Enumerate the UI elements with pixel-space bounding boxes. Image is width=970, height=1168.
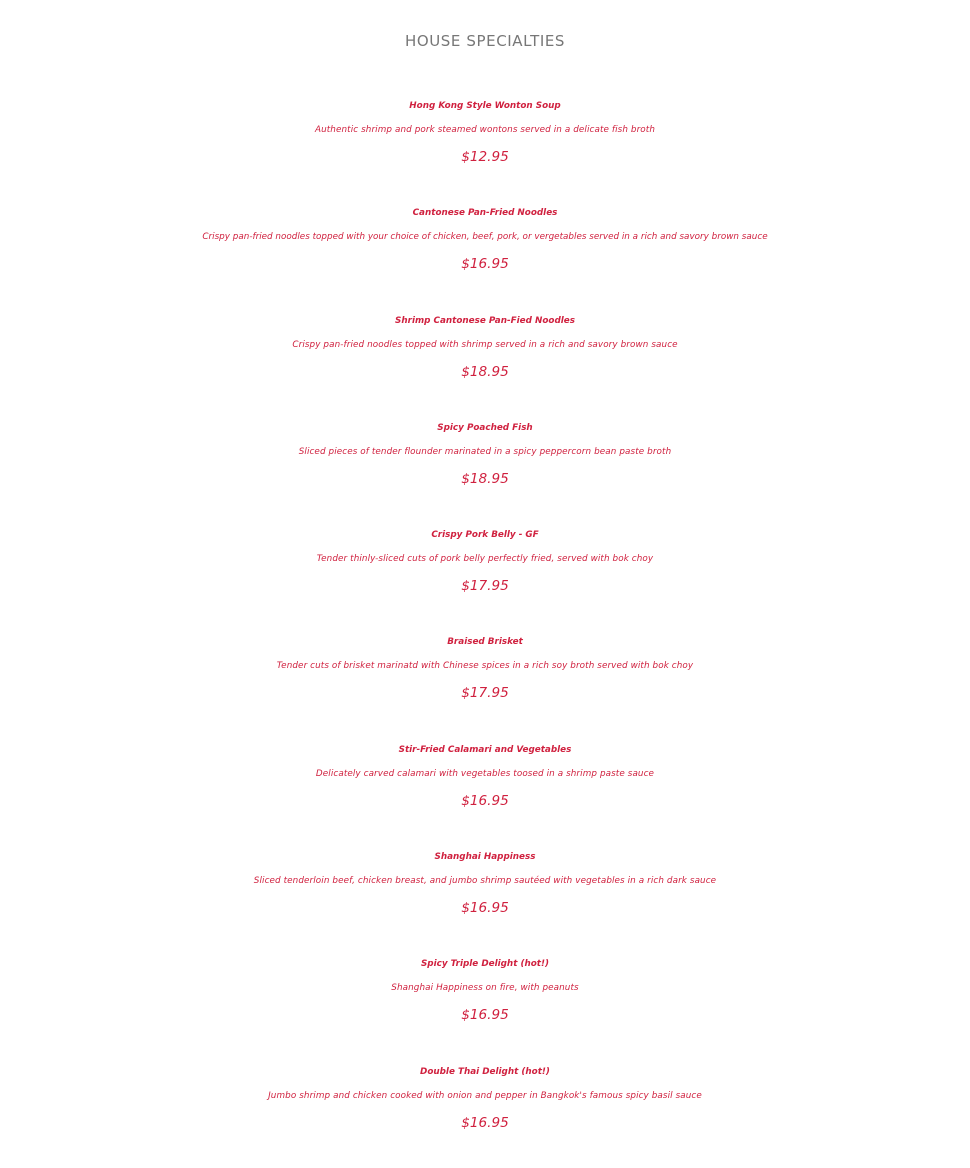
item-price: $16.95 bbox=[461, 792, 509, 809]
item-description: Tender thinly-sliced cuts of pork belly perfectly fried, served with bok choy bbox=[316, 554, 654, 565]
item-description: Authentic shrimp and pork steamed wontons served in a delicate fish broth bbox=[314, 125, 656, 135]
item-price: $16.95 bbox=[461, 256, 509, 273]
item-description: Delicately carved calamari with vegetables toosed in a shrimp paste sauce bbox=[315, 768, 655, 779]
item-name: Shrimp Cantonese Pan-Fied Noodles bbox=[395, 315, 575, 326]
item-price: $16.95 bbox=[461, 1114, 509, 1131]
item-price: $16.95 bbox=[461, 900, 509, 917]
menu-list bbox=[0, 95, 970, 1168]
item-price: $18.95 bbox=[461, 363, 509, 380]
item-name: Shanghai Happiness bbox=[434, 852, 536, 863]
item-description: Crispy pan-fried noodles topped with shrimp served in a rich and savory brown sauce bbox=[292, 339, 678, 350]
item-name: Spicy Triple Delight (hot!) bbox=[420, 959, 550, 970]
item-name: Hong Kong Style Wonton Soup bbox=[409, 101, 561, 111]
item-description: Jumbo shrimp and chicken cooked with onion and pepper in Bangkok's famous spicy basil sauce bbox=[268, 1090, 702, 1101]
menu-item-shrimp-noodles bbox=[0, 310, 970, 417]
item-price: $18.95 bbox=[461, 470, 509, 487]
menu-item-double-thai-delight bbox=[0, 1061, 970, 1168]
item-name: Braised Brisket bbox=[447, 637, 523, 648]
item-description: Sliced tenderloin beef, chicken breast, and jumbo shrimp sautéed with vegetables in a rich dark sauce bbox=[253, 876, 717, 887]
menu-item-poached-fish bbox=[0, 417, 970, 524]
menu-item-shanghai-happiness bbox=[0, 846, 970, 953]
menu-item-calamari bbox=[0, 739, 970, 846]
item-price: $17.95 bbox=[461, 685, 509, 702]
menu-item-braised-brisket bbox=[0, 631, 970, 738]
item-description: Sliced pieces of tender flounder marinated in a spicy peppercorn bean paste broth bbox=[298, 446, 672, 457]
item-price: $17.95 bbox=[461, 578, 509, 595]
menu-item-spicy-triple-delight bbox=[0, 953, 970, 1060]
item-price: $16.95 bbox=[461, 1007, 509, 1024]
item-name: Stir-Fried Calamari and Vegetables bbox=[398, 744, 572, 755]
menu-item-pork-belly bbox=[0, 524, 970, 631]
menu-item-wonton-soup bbox=[0, 95, 970, 202]
item-description: Crispy pan-fried noodles topped with your choice of chicken, beef, pork, or vergetables served in a rich and savory brown sauce bbox=[202, 232, 768, 243]
section-title: HOUSE SPECIALTIES bbox=[404, 32, 566, 50]
item-description: Shanghai Happiness on fire, with peanuts bbox=[391, 983, 579, 994]
item-name: Cantonese Pan-Fried Noodles bbox=[412, 208, 558, 219]
item-name: Crispy Pork Belly - GF bbox=[431, 530, 539, 541]
item-description: Tender cuts of brisket marinatd with Chinese spices in a rich soy broth served with bok choy bbox=[276, 661, 694, 672]
item-name: Double Thai Delight (hot!) bbox=[420, 1066, 550, 1077]
menu-item-cantonese-noodles bbox=[0, 202, 970, 309]
item-price: $12.95 bbox=[461, 149, 509, 165]
item-name: Spicy Poached Fish bbox=[437, 422, 533, 433]
